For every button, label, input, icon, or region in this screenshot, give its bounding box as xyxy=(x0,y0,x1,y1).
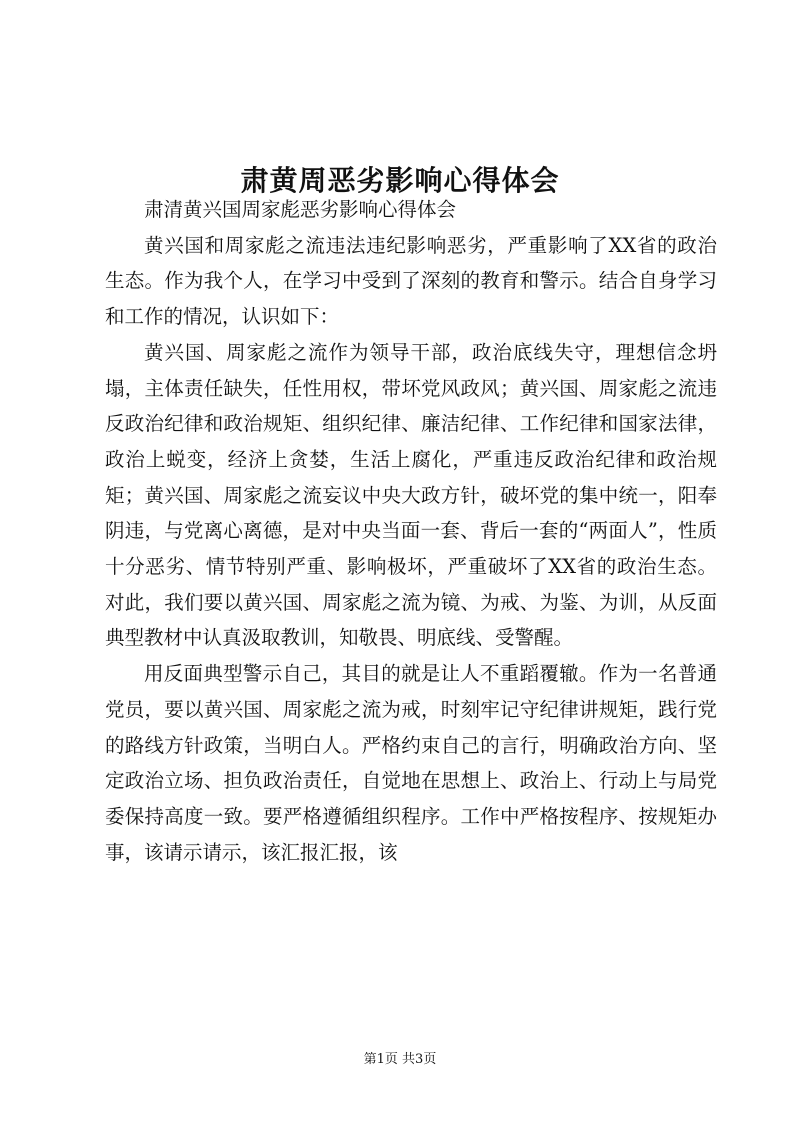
paragraph-lessons: 用反面典型警示自己，其目的就是让人不重蹈覆辙。作为一名普通党员，要以黄兴国、周家彪之流为戒，时刻牢记守纪律讲规矩，践行党的路线方针政策，当明白人。严格约束自己的言行，明确政治方向、坚定政治立场、担负政治责任，自觉地在思想上、政治上、行动上与局党委保持高度一致。要严格遵循组织程序。工作中严格按程序、按规矩办事，该请示请示，该汇报汇报，该 xyxy=(105,662,717,864)
paragraph-analysis: 黄兴国、周家彪之流作为领导干部，政治底线失守，理想信念坍塌，主体责任缺失，任性用权，带坏党风政风；黄兴国、周家彪之流违反政治纪律和政治规矩、组织纪律、廉洁纪律、工作纪律和国家法律，政治上蜕变，经济上贪婪，生活上腐化，严重违反政治纪律和政治规矩；黄兴国、周家彪之流妄议中央大政方针，破坏党的集中统一，阳奉阴违，与党离心离德，是对中央当面一套、背后一套的“两面人”，性质十分恶劣、情节特别严重、影响极坏，严重破坏了XX省的政治生态。对此，我们要以黄兴国、周家彪之流为镜、为戒、为鉴、为训，从反面典型教材中认真汲取教训，知敬畏、明底线、受警醒。 xyxy=(105,340,717,650)
document-title: 肃黄周恶劣影响心得体会 xyxy=(240,163,560,197)
paragraph-subtitle: 肃清黄兴国周家彪恶劣影响心得体会 xyxy=(144,198,457,221)
paragraph-intro: 黄兴国和周家彪之流违法违纪影响恶劣，严重影响了XX省的政治生态。作为我个人，在学习中受到了深刻的教育和警示。结合自身学习和工作的情况，认识如下： xyxy=(105,233,717,329)
page-footer: 第1页 共3页 xyxy=(363,1052,437,1067)
document-body xyxy=(105,192,717,870)
